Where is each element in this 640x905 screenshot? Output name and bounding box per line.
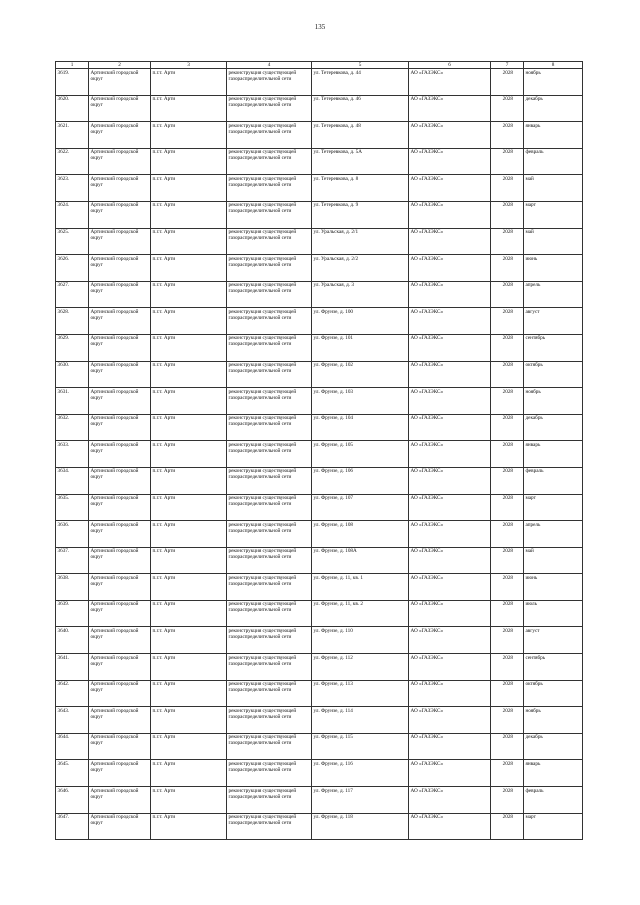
page-number: 135 [314,23,326,31]
table-row [56,175,583,202]
month-cell: октябрь [524,361,583,388]
settlement-cell: п.г.т. Арти [151,600,227,627]
work-type-cell: реконструкция существующей газораспределительной сети [227,680,312,707]
table-row [56,787,583,814]
organization-cell: АО «ГАЗЭКС» [409,574,491,601]
district-cell: Артинский городской округ [89,733,151,760]
year-cell: 2028 [491,308,524,335]
work-type-cell: реконструкция существующей газораспределительной сети [227,521,312,548]
address-cell: ул. Тетеревкова, д. 8 [312,175,409,202]
district-cell: Артинский городской округ [89,148,151,175]
row-number-cell: 3635. [56,494,89,521]
month-cell: август [524,308,583,335]
work-type-cell: реконструкция существующей газораспределительной сети [227,627,312,654]
organization-cell: АО «ГАЗЭКС» [409,95,491,122]
year-cell: 2028 [491,334,524,361]
month-cell: октябрь [524,680,583,707]
work-type-cell: реконструкция существующей газораспределительной сети [227,69,312,96]
table-row [56,654,583,681]
settlement-cell: п.г.т. Арти [151,255,227,282]
table-row [56,255,583,282]
year-cell: 2028 [491,228,524,255]
address-cell: ул. Фрунзе, д. 114 [312,707,409,734]
district-cell: Артинский городской округ [89,334,151,361]
year-cell: 2028 [491,281,524,308]
address-cell: ул. Фрунзе, д. 11, кв. 1 [312,574,409,601]
district-cell: Артинский городской округ [89,281,151,308]
year-cell: 2028 [491,441,524,468]
address-cell: ул. Тетеревкова, д. 48 [312,122,409,149]
organization-cell: АО «ГАЗЭКС» [409,627,491,654]
settlement-cell: п.г.т. Арти [151,813,227,840]
table-row [56,680,583,707]
settlement-cell: п.г.т. Арти [151,388,227,415]
table-row [56,281,583,308]
row-number-cell: 3637. [56,547,89,574]
schedule-table [55,61,583,840]
organization-cell: АО «ГАЗЭКС» [409,361,491,388]
organization-cell: АО «ГАЗЭКС» [409,201,491,228]
address-cell: ул. Фрунзе, д. 110 [312,627,409,654]
header-cell: 7 [491,62,524,69]
organization-cell: АО «ГАЗЭКС» [409,521,491,548]
row-number-cell: 3636. [56,521,89,548]
table-row [56,707,583,734]
month-cell: апрель [524,521,583,548]
district-cell: Артинский городской округ [89,521,151,548]
year-cell: 2028 [491,255,524,282]
district-cell: Артинский городской округ [89,95,151,122]
month-cell: май [524,547,583,574]
organization-cell: АО «ГАЗЭКС» [409,175,491,202]
header-cell: 4 [227,62,312,69]
organization-cell: АО «ГАЗЭКС» [409,255,491,282]
year-cell: 2028 [491,361,524,388]
row-number-cell: 3620. [56,95,89,122]
organization-cell: АО «ГАЗЭКС» [409,148,491,175]
organization-cell: АО «ГАЗЭКС» [409,308,491,335]
month-cell: май [524,228,583,255]
month-cell: ноябрь [524,388,583,415]
settlement-cell: п.г.т. Арти [151,361,227,388]
district-cell: Артинский городской округ [89,308,151,335]
district-cell: Артинский городской округ [89,255,151,282]
row-number-cell: 3630. [56,361,89,388]
organization-cell: АО «ГАЗЭКС» [409,600,491,627]
row-number-cell: 3622. [56,148,89,175]
year-cell: 2028 [491,95,524,122]
address-cell: ул. Фрунзе, д. 108 [312,521,409,548]
settlement-cell: п.г.т. Арти [151,547,227,574]
table-row [56,69,583,96]
month-cell: январь [524,441,583,468]
settlement-cell: п.г.т. Арти [151,574,227,601]
district-cell: Артинский городской округ [89,547,151,574]
table-row [56,361,583,388]
table-row [56,760,583,787]
district-cell: Артинский городской округ [89,361,151,388]
year-cell: 2028 [491,627,524,654]
district-cell: Артинский городской округ [89,414,151,441]
settlement-cell: п.г.т. Арти [151,414,227,441]
table-row [56,414,583,441]
organization-cell: АО «ГАЗЭКС» [409,69,491,96]
district-cell: Артинский городской округ [89,467,151,494]
address-cell: ул. Фрунзе, д. 104 [312,414,409,441]
row-number-cell: 3628. [56,308,89,335]
month-cell: ноябрь [524,69,583,96]
row-number-cell: 3645. [56,760,89,787]
row-number-cell: 3633. [56,441,89,468]
table-row [56,467,583,494]
month-cell: ноябрь [524,707,583,734]
year-cell: 2028 [491,201,524,228]
work-type-cell: реконструкция существующей газораспределительной сети [227,494,312,521]
table-row [56,148,583,175]
table-row [56,813,583,840]
month-cell: январь [524,760,583,787]
work-type-cell: реконструкция существующей газораспределительной сети [227,707,312,734]
table-body [56,69,583,840]
work-type-cell: реконструкция существующей газораспределительной сети [227,281,312,308]
organization-cell: АО «ГАЗЭКС» [409,414,491,441]
year-cell: 2028 [491,69,524,96]
settlement-cell: п.г.т. Арти [151,521,227,548]
year-cell: 2028 [491,760,524,787]
year-cell: 2028 [491,467,524,494]
settlement-cell: п.г.т. Арти [151,787,227,814]
month-cell: февраль [524,148,583,175]
year-cell: 2028 [491,733,524,760]
organization-cell: АО «ГАЗЭКС» [409,441,491,468]
month-cell: февраль [524,787,583,814]
work-type-cell: реконструкция существующей газораспределительной сети [227,122,312,149]
row-number-cell: 3639. [56,600,89,627]
work-type-cell: реконструкция существующей газораспределительной сети [227,467,312,494]
year-cell: 2028 [491,521,524,548]
district-cell: Артинский городской округ [89,228,151,255]
district-cell: Артинский городской округ [89,69,151,96]
district-cell: Артинский городской округ [89,787,151,814]
settlement-cell: п.г.т. Арти [151,122,227,149]
year-cell: 2028 [491,494,524,521]
district-cell: Артинский городской округ [89,441,151,468]
row-number-cell: 3647. [56,813,89,840]
settlement-cell: п.г.т. Арти [151,627,227,654]
district-cell: Артинский городской округ [89,201,151,228]
work-type-cell: реконструкция существующей газораспределительной сети [227,547,312,574]
table-row [56,334,583,361]
settlement-cell: п.г.т. Арти [151,281,227,308]
header-cell: 1 [56,62,89,69]
year-cell: 2028 [491,707,524,734]
year-cell: 2028 [491,654,524,681]
organization-cell: АО «ГАЗЭКС» [409,228,491,255]
settlement-cell: п.г.т. Арти [151,148,227,175]
table-row [56,521,583,548]
address-cell: ул. Фрунзе, д. 107 [312,494,409,521]
month-cell: январь [524,122,583,149]
year-cell: 2028 [491,547,524,574]
work-type-cell: реконструкция существующей газораспределительной сети [227,255,312,282]
organization-cell: АО «ГАЗЭКС» [409,654,491,681]
organization-cell: АО «ГАЗЭКС» [409,388,491,415]
settlement-cell: п.г.т. Арти [151,467,227,494]
address-cell: ул. Уральская, д. 2/1 [312,228,409,255]
settlement-cell: п.г.т. Арти [151,308,227,335]
table-row [56,574,583,601]
work-type-cell: реконструкция существующей газораспределительной сети [227,175,312,202]
year-cell: 2028 [491,787,524,814]
month-cell: июль [524,600,583,627]
table-row [56,95,583,122]
table-row [56,547,583,574]
work-type-cell: реконструкция существующей газораспределительной сети [227,361,312,388]
work-type-cell: реконструкция существующей газораспределительной сети [227,760,312,787]
month-cell: март [524,201,583,228]
month-cell: сентябрь [524,654,583,681]
month-cell: март [524,813,583,840]
row-number-cell: 3625. [56,228,89,255]
district-cell: Артинский городской округ [89,574,151,601]
month-cell: февраль [524,467,583,494]
organization-cell: АО «ГАЗЭКС» [409,813,491,840]
district-cell: Артинский городской округ [89,707,151,734]
district-cell: Артинский городской округ [89,813,151,840]
organization-cell: АО «ГАЗЭКС» [409,760,491,787]
year-cell: 2028 [491,680,524,707]
address-cell: ул. Тетеревкова, д. 44 [312,69,409,96]
district-cell: Артинский городской округ [89,494,151,521]
settlement-cell: п.г.т. Арти [151,95,227,122]
work-type-cell: реконструкция существующей газораспределительной сети [227,201,312,228]
year-cell: 2028 [491,813,524,840]
year-cell: 2028 [491,388,524,415]
row-number-cell: 3623. [56,175,89,202]
settlement-cell: п.г.т. Арти [151,228,227,255]
header-cell: 8 [524,62,583,69]
address-cell: ул. Фрунзе, д. 105 [312,441,409,468]
address-cell: ул. Фрунзе, д. 108А [312,547,409,574]
settlement-cell: п.г.т. Арти [151,441,227,468]
settlement-cell: п.г.т. Арти [151,494,227,521]
address-cell: ул. Фрунзе, д. 112 [312,654,409,681]
table-row [56,388,583,415]
work-type-cell: реконструкция существующей газораспределительной сети [227,813,312,840]
work-type-cell: реконструкция существующей газораспределительной сети [227,388,312,415]
district-cell: Артинский городской округ [89,122,151,149]
settlement-cell: п.г.т. Арти [151,175,227,202]
row-number-cell: 3619. [56,69,89,96]
header-cell: 6 [409,62,491,69]
month-cell: май [524,175,583,202]
district-cell: Артинский городской округ [89,760,151,787]
organization-cell: АО «ГАЗЭКС» [409,707,491,734]
row-number-cell: 3640. [56,627,89,654]
settlement-cell: п.г.т. Арти [151,654,227,681]
work-type-cell: реконструкция существующей газораспределительной сети [227,574,312,601]
work-type-cell: реконструкция существующей газораспределительной сети [227,414,312,441]
row-number-cell: 3646. [56,787,89,814]
address-cell: ул. Фрунзе, д. 100 [312,308,409,335]
address-cell: ул. Тетеревкова, д. 46 [312,95,409,122]
address-cell: ул. Фрунзе, д. 118 [312,813,409,840]
address-cell: ул. Фрунзе, д. 113 [312,680,409,707]
address-cell: ул. Тетеревкова, д. 5А [312,148,409,175]
organization-cell: АО «ГАЗЭКС» [409,467,491,494]
settlement-cell: п.г.т. Арти [151,707,227,734]
row-number-cell: 3632. [56,414,89,441]
work-type-cell: реконструкция существующей газораспределительной сети [227,441,312,468]
work-type-cell: реконструкция существующей газораспределительной сети [227,308,312,335]
row-number-cell: 3626. [56,255,89,282]
row-number-cell: 3621. [56,122,89,149]
table-row [56,308,583,335]
year-cell: 2028 [491,600,524,627]
district-cell: Артинский городской округ [89,627,151,654]
district-cell: Артинский городской округ [89,680,151,707]
row-number-cell: 3643. [56,707,89,734]
row-number-cell: 3629. [56,334,89,361]
organization-cell: АО «ГАЗЭКС» [409,494,491,521]
month-cell: декабрь [524,414,583,441]
month-cell: декабрь [524,95,583,122]
settlement-cell: п.г.т. Арти [151,69,227,96]
table-row [56,600,583,627]
row-number-cell: 3627. [56,281,89,308]
address-cell: ул. Фрунзе, д. 103 [312,388,409,415]
work-type-cell: реконструкция существующей газораспределительной сети [227,95,312,122]
address-cell: ул. Фрунзе, д. 117 [312,787,409,814]
month-cell: август [524,627,583,654]
settlement-cell: п.г.т. Арти [151,201,227,228]
header-cell: 5 [312,62,409,69]
table-row [56,201,583,228]
row-number-cell: 3644. [56,733,89,760]
year-cell: 2028 [491,148,524,175]
address-cell: ул. Фрунзе, д. 102 [312,361,409,388]
table-row [56,733,583,760]
month-cell: сентябрь [524,334,583,361]
organization-cell: АО «ГАЗЭКС» [409,122,491,149]
work-type-cell: реконструкция существующей газораспределительной сети [227,600,312,627]
month-cell: июнь [524,255,583,282]
row-number-cell: 3642. [56,680,89,707]
header-cell: 3 [151,62,227,69]
organization-cell: АО «ГАЗЭКС» [409,334,491,361]
table-row [56,441,583,468]
organization-cell: АО «ГАЗЭКС» [409,680,491,707]
month-cell: апрель [524,281,583,308]
organization-cell: АО «ГАЗЭКС» [409,281,491,308]
row-number-cell: 3631. [56,388,89,415]
month-cell: март [524,494,583,521]
row-number-cell: 3624. [56,201,89,228]
organization-cell: АО «ГАЗЭКС» [409,547,491,574]
row-number-cell: 3641. [56,654,89,681]
row-number-cell: 3638. [56,574,89,601]
district-cell: Артинский городской округ [89,654,151,681]
header-row [56,62,583,69]
district-cell: Артинский городской округ [89,388,151,415]
organization-cell: АО «ГАЗЭКС» [409,787,491,814]
work-type-cell: реконструкция существующей газораспределительной сети [227,148,312,175]
year-cell: 2028 [491,414,524,441]
settlement-cell: п.г.т. Арти [151,760,227,787]
address-cell: ул. Фрунзе, д. 11, кв. 2 [312,600,409,627]
address-cell: ул. Фрунзе, д. 106 [312,467,409,494]
month-cell: июнь [524,574,583,601]
address-cell: ул. Фрунзе, д. 115 [312,733,409,760]
district-cell: Артинский городской округ [89,175,151,202]
row-number-cell: 3634. [56,467,89,494]
address-cell: ул. Фрунзе, д. 116 [312,760,409,787]
district-cell: Артинский городской округ [89,600,151,627]
address-cell: ул. Фрунзе, д. 101 [312,334,409,361]
work-type-cell: реконструкция существующей газораспределительной сети [227,787,312,814]
table-row [56,627,583,654]
year-cell: 2028 [491,574,524,601]
table-row [56,228,583,255]
work-type-cell: реконструкция существующей газораспределительной сети [227,334,312,361]
work-type-cell: реконструкция существующей газораспределительной сети [227,733,312,760]
year-cell: 2028 [491,122,524,149]
settlement-cell: п.г.т. Арти [151,733,227,760]
address-cell: ул. Тетеревкова, д. 9 [312,201,409,228]
table-row [56,494,583,521]
table-row [56,122,583,149]
address-cell: ул. Уральская, д. 3 [312,281,409,308]
settlement-cell: п.г.т. Арти [151,334,227,361]
address-cell: ул. Уральская, д. 2/2 [312,255,409,282]
header-cell: 2 [89,62,151,69]
settlement-cell: п.г.т. Арти [151,680,227,707]
year-cell: 2028 [491,175,524,202]
work-type-cell: реконструкция существующей газораспределительной сети [227,654,312,681]
organization-cell: АО «ГАЗЭКС» [409,733,491,760]
work-type-cell: реконструкция существующей газораспределительной сети [227,228,312,255]
month-cell: декабрь [524,733,583,760]
